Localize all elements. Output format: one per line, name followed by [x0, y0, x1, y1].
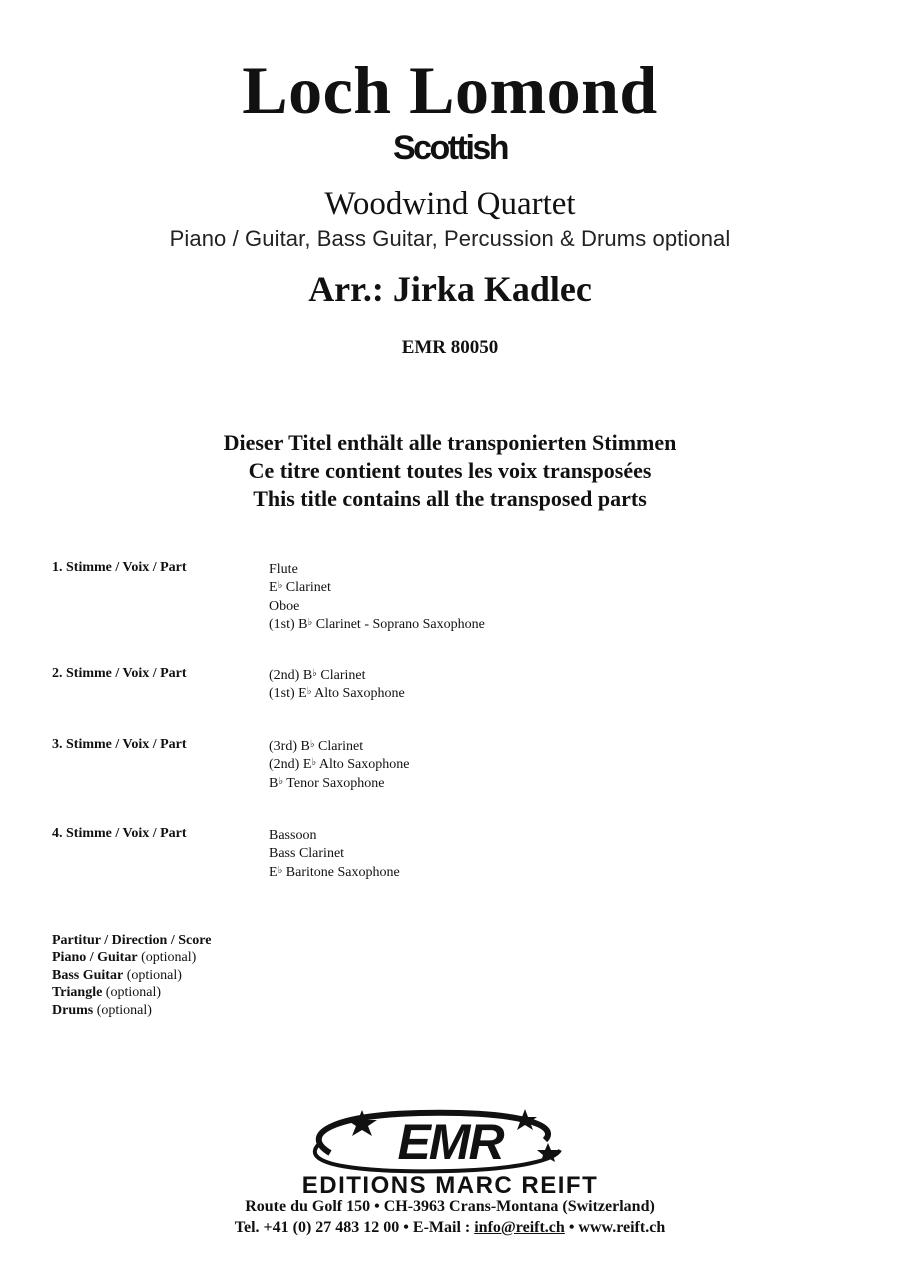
instrument-name: Clarinet — [314, 739, 364, 754]
part-label: 1. Stimme / Voix / Part — [52, 560, 187, 575]
instrument-prefix: E — [269, 580, 278, 596]
extra-part-name: Piano / Guitar — [52, 950, 138, 966]
page-title: Loch Lomond — [242, 52, 658, 128]
extra-part-item — [52, 949, 211, 966]
instrument-name: Bass Clarinet — [269, 846, 345, 862]
flat-icon: ♭ — [307, 616, 313, 628]
extra-part-item — [52, 1002, 211, 1019]
instrument-name: Alto Saxophone — [311, 686, 405, 702]
notice-line-fr: Ce titre contient toutes les voix transposées — [248, 458, 652, 483]
extra-part-note: (optional) — [123, 967, 182, 983]
instrument-name: Baritone Saxophone — [282, 864, 400, 880]
website: • www.reift.ch — [564, 1219, 666, 1236]
instrument-item — [269, 577, 485, 595]
extra-part-note: (optional) — [93, 1002, 152, 1018]
extra-part-item — [52, 932, 211, 949]
publisher-contact — [0, 1218, 900, 1238]
extra-part-note: (optional) — [102, 985, 162, 1001]
part-label: 3. Stimme / Voix / Part — [52, 737, 187, 752]
optional-instruments-line: Piano / Guitar, Bass Guitar, Percussion & Drums optional — [169, 226, 731, 251]
instrument-item — [269, 614, 485, 632]
instrument-prefix: (1st) E — [269, 686, 307, 702]
publisher-address: Route du Golf 150 • CH-3963 Crans-Montana (Switzerland) — [245, 1198, 655, 1215]
logo-star-icon — [513, 1109, 537, 1130]
instrument-item — [269, 825, 400, 843]
part-instrument-list — [269, 825, 400, 880]
instrument-item — [269, 843, 400, 861]
extra-part-item — [52, 984, 211, 1001]
instrument-name: Clarinet - Soprano Saxophone — [312, 616, 485, 632]
instrument-item — [269, 665, 405, 683]
telephone: Tel. +41 (0) 27 483 12 00 • E-Mail : — [234, 1219, 475, 1236]
ensemble-label: Woodwind Quartet — [324, 186, 576, 222]
part-label: 2. Stimme / Voix / Part — [52, 666, 187, 681]
instrument-name: Flute — [269, 562, 298, 577]
part-instrument-list — [269, 736, 409, 791]
flat-icon: ♭ — [311, 757, 317, 769]
instrument-item — [269, 683, 405, 701]
notice-line-en: This title contains all the transposed parts — [253, 486, 647, 511]
instrument-item — [269, 559, 485, 577]
instrument-item — [269, 596, 485, 614]
extra-part-name: Bass Guitar — [52, 967, 124, 983]
catalog-number: EMR 80050 — [401, 337, 499, 358]
arranger: Arr.: Jirka Kadlec — [308, 269, 592, 309]
extra-part-name: Drums — [52, 1002, 94, 1018]
instrument-prefix: B — [269, 775, 279, 791]
instrument-prefix: (2nd) E — [269, 757, 312, 773]
flat-icon: ♭ — [278, 775, 284, 787]
instrument-name: Clarinet — [316, 668, 366, 683]
flat-icon: ♭ — [277, 864, 283, 876]
notice-line-de: Dieser Titel enthält alle transponierten Stimmen — [223, 430, 677, 455]
flat-icon: ♭ — [306, 686, 312, 698]
instrument-prefix: (3rd) B — [269, 739, 310, 754]
part-instrument-list — [269, 665, 405, 702]
subtitle: Scottish — [392, 129, 508, 167]
extra-part-name: Triangle — [52, 985, 103, 1001]
instrument-name: Tenor Saxophone — [283, 775, 385, 791]
email-link[interactable]: info@reift.ch — [474, 1219, 565, 1236]
flat-icon: ♭ — [277, 580, 283, 592]
logo-text: EMR — [397, 1114, 503, 1170]
instrument-item — [269, 773, 409, 791]
instrument-prefix: (1st) B — [269, 616, 308, 632]
instrument-prefix: (2nd) B — [269, 668, 313, 683]
part-instrument-list — [269, 559, 485, 632]
extra-parts-list — [52, 932, 211, 1019]
extra-part-item — [52, 967, 211, 984]
instrument-name: Alto Saxophone — [316, 757, 410, 773]
transposed-parts-notice — [0, 429, 900, 513]
publisher-name: EDITIONS MARC REIFT — [301, 1172, 599, 1197]
instrument-name: Oboe — [269, 598, 300, 614]
instrument-item — [269, 862, 400, 880]
instrument-name: Bassoon — [269, 828, 317, 843]
instrument-item — [269, 754, 409, 772]
instrument-item — [269, 736, 409, 754]
flat-icon: ♭ — [309, 739, 315, 750]
extra-part-note: (optional) — [137, 950, 197, 966]
instrument-prefix: E — [269, 864, 278, 880]
emr-logo — [0, 1105, 900, 1197]
instrument-name: Clarinet — [282, 580, 331, 596]
extra-part-name: Partitur / Direction / Score — [52, 933, 212, 948]
flat-icon: ♭ — [312, 668, 317, 679]
part-label: 4. Stimme / Voix / Part — [52, 826, 187, 841]
